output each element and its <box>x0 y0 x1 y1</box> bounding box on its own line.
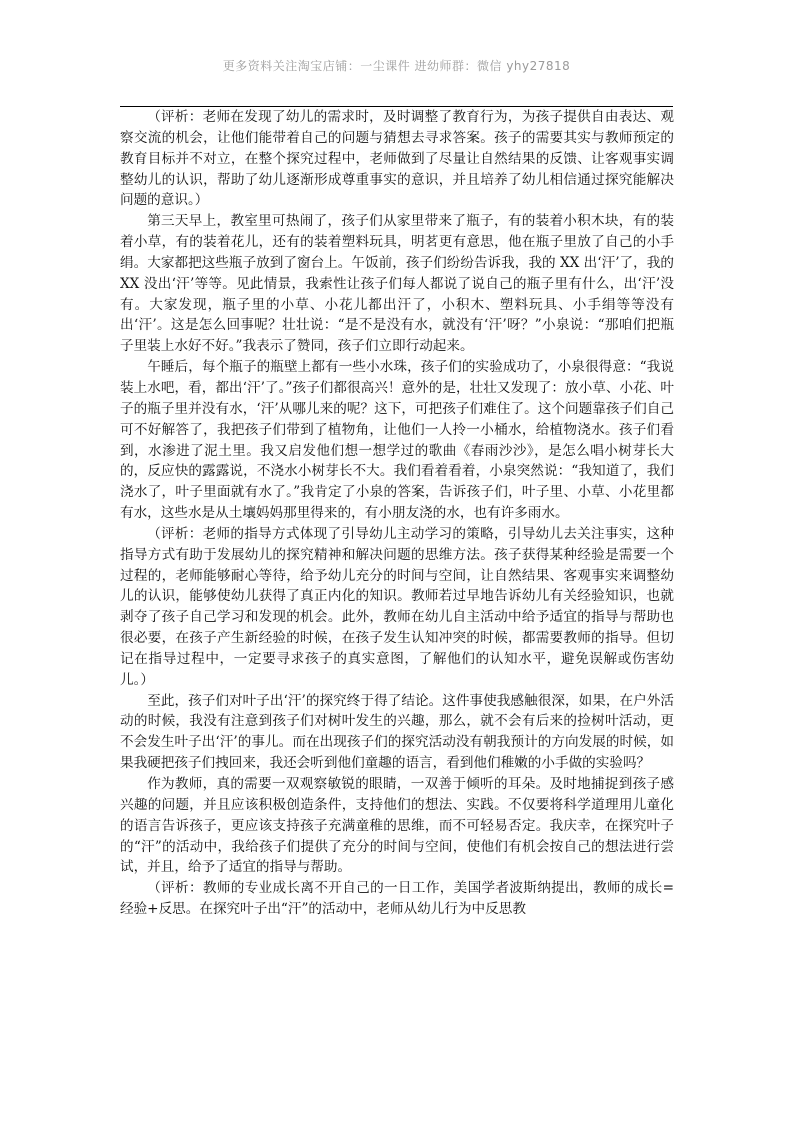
page-header-watermark: 更多资料关注淘宝店铺：一尘课件 进幼师群：微信 yhy27818 <box>222 59 571 73</box>
paragraph-commentary-2: （评析：老师的指导方式体现了引导幼儿主动学习的策略，引导幼儿去关注事实，这种指导方式有助于发展幼儿的探究精神和解决问题的思维方法。孩子获得某种经验是需要一个过程的，老师能够耐心等待，给予幼儿充分的时间与空间，让自然结果、客观事实来调整幼儿的认识，能够使幼儿获得了真正内化的知识。教师若过早地告诉幼儿有关经验知识，也就剥夺了孩子自己学习和发现的机会。此外，教师在幼儿自主活动中给予适宜的指导与帮助也很必要，在孩子产生新经验的时候，在孩子发生认知冲突的时候，都需要教师的指导。但切记在指导过程中，一定要寻求孩子的真实意图，了解他们的认知水平，避免误解或伤害幼儿。） <box>120 525 674 688</box>
document-body <box>120 107 674 920</box>
paragraph-commentary-1: （评析：老师在发现了幼儿的需求时，及时调整了教育行为，为孩子提供自由表达、观察交流的机会，让他们能带着自己的问题与猜想去寻求答案。孩子的需要其实与教师预定的教育目标并不对立，在整个探究过程中，老师做到了尽量让自然结果的反馈、让客观事实调整幼儿的认识，帮助了幼儿逐渐形成尊重事实的意识，并且培养了幼儿相信通过探究能解决问题的意识。） <box>120 109 674 209</box>
paragraph-conclusion: 至此，孩子们对叶子出‘汗’的探究终于得了结论。这件事使我感触很深，如果，在户外活动的时候，我没有注意到孩子们对树叶发生的兴趣，那么，就不会有后来的捡树叶活动，更不会发生叶子出‘汗’的事儿。而在出现孩子们的探究活动没有朝我预计的方向发展的时候，如果我硬把孩子们拽回来，我还会听到他们童趣的语言，看到他们稚嫩的小手做的实验吗？ <box>120 692 674 772</box>
paragraph-teacher-reflection: 作为教师，真的需要一双观察敏锐的眼睛，一双善于倾听的耳朵。及时地捕捉到孩子感兴趣的问题，并且应该积极创造条件，支持他们的想法、实践。不仅要将科学道理用儿童化的语言告诉孩子，更应该支持孩子充满童稚的思维，而不可轻易否定。我庆幸，在探究叶子的“汗”的活动中，我给孩子们提供了充分的时间与空间，使他们有机会按自己的想法进行尝试，并且，给予了适宜的指导与帮助。 <box>120 776 674 876</box>
paragraph-afternoon-experiment: 午睡后，每个瓶子的瓶壁上都有一些小水珠，孩子们的实验成功了，小泉很得意：“我说装上水吧，看，都出‘汗’了。”孩子们都很高兴！意外的是，壮壮又发现了：放小草、小花、叶子的瓶子里并没有水，‘汗’从哪儿来的呢？这下，可把孩子们难住了。这个问题靠孩子们自己可不好解答了，我把孩子们带到了植物角，让他们一人拎一小桶水，给植物浇水。孩子们看到，水渗进了泥土里。我又启发他们想一想学过的歌曲《春雨沙沙》，是怎么唱小树芽长大的，反应快的露露说，不浇水小树芽长不大。我们看着看着，小泉突然说：“我知道了，我们浇水了，叶子里面就有水了。”我肯定了小泉的答案，告诉孩子们，叶子里、小草、小花里都有水，这些水是从土壤妈妈那里得来的，有小朋友浇的水，也有许多雨水。 <box>120 359 674 522</box>
paragraph-commentary-3: （评析：教师的专业成长离不开自己的一日工作，美国学者波斯纳提出，教师的成长=经验+反思。在探究叶子出“汗”的活动中，老师从幼儿行为中反思教 <box>120 880 674 918</box>
paragraph-day-three: 第三天早上，教室里可热闹了，孩子们从家里带来了瓶子，有的装着小积木块，有的装着小草，有的装着花儿，还有的装着塑料玩具，明茗更有意思，他在瓶子里放了自己的小手绢。大家都把这些瓶子放到了窗台上。午饭前，孩子们纷纷告诉我，我的 XX 出‘汗’了，我的 XX 没出‘汗’等等。见此情景，我索性让孩子们每人都说了说自己的瓶子里有什么，出‘汗’没有。大家发现，瓶子里的小草、小花儿都出汗了，小积木、塑料玩具、小手绢等等没有出‘汗’。这是怎么回事呢？壮壮说：“是不是没有水，就没有‘汗’呀？”小泉说：“那咱们把瓶子里装上水好不好。”我表示了赞同，孩子们立即行动起来。 <box>120 213 674 355</box>
